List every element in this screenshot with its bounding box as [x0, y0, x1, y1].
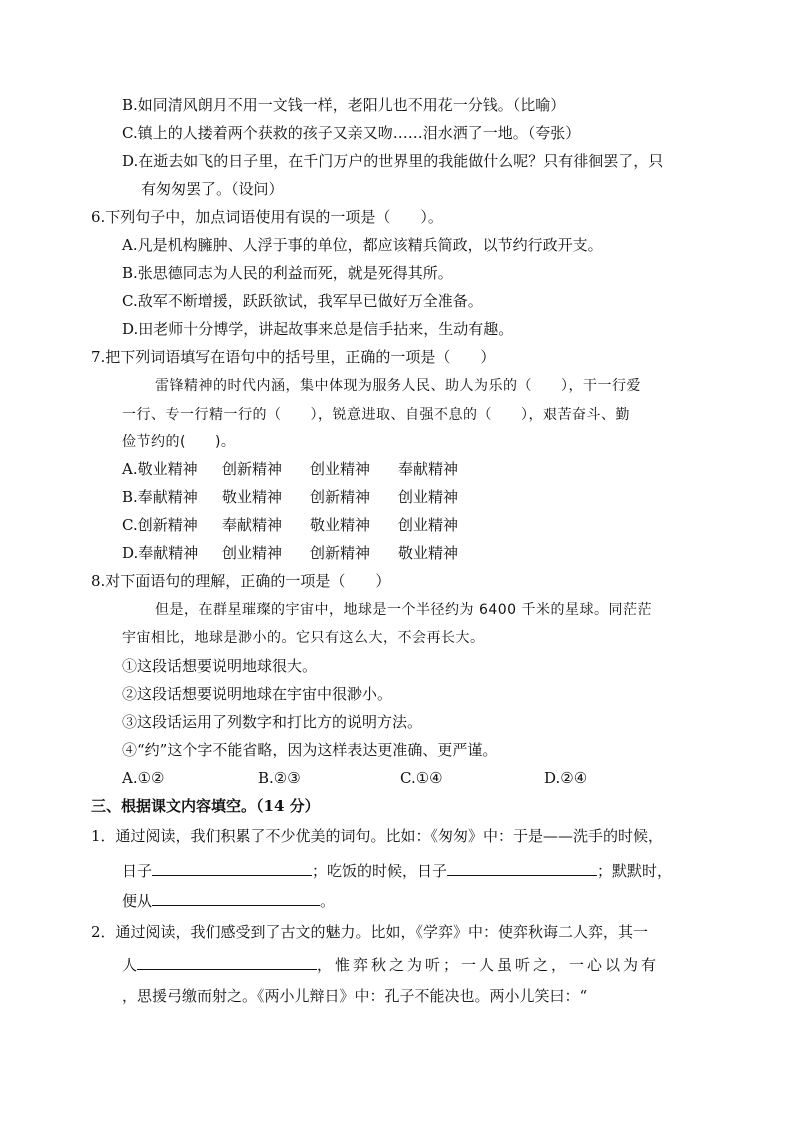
q8-statement-3: ③这段话运用了列数字和打比方的说明方法。 — [122, 713, 423, 731]
q8-option-c: C.①④ — [400, 769, 443, 787]
q7-option-a — [122, 459, 458, 479]
q7-b-word3: 创新精神 — [310, 488, 371, 506]
question-7: 7.把下列词语填写在语句中的括号里，正确的一项是（ ） — [91, 348, 496, 366]
q7-d-word3: 创新精神 — [310, 544, 371, 562]
q7-option-d — [122, 543, 458, 563]
q7-c-word2: 奉献精神 — [222, 516, 283, 534]
q5-option-d-line2: 有匆匆罢了。（设问） — [141, 180, 284, 198]
fill-2-line1: 2．通过阅读，我们感受到了古文的魅力。比如，《学弈》中：使弈秋诲二人弈，其一 — [91, 923, 649, 941]
q6-option-b: B.张思德同志为人民的利益而死，就是死得其所。 — [122, 264, 453, 282]
q7-c-word4: 创业精神 — [398, 516, 459, 534]
question-6: 6.下列句子中，加点词语使用有误的一项是（ ）。 — [91, 208, 443, 226]
fill-1-line2 — [122, 860, 672, 881]
q7-b-word1: B.奉献精神 — [122, 488, 198, 506]
q7-b-word2: 敬业精神 — [222, 488, 283, 506]
fill-2-line3: ，思援弓缴而射之。《两小儿辩日》中：孔子不能决也。两小儿笑曰：“ — [122, 987, 588, 1005]
q7-c-word1: C.创新精神 — [122, 516, 198, 534]
fill-1-label-b: ；吃饭的时候，日子 — [312, 862, 448, 880]
fill-2-line2 — [122, 954, 659, 975]
q8-option-d: D.②④ — [544, 769, 588, 787]
q8-options — [122, 768, 587, 788]
fill-1-period: 。 — [320, 892, 336, 910]
q8-option-b: B.②③ — [258, 769, 301, 787]
section-3-heading: 三、根据课文内容填空。（14 分） — [91, 797, 320, 815]
fill-2-label-a: 人 — [122, 956, 138, 974]
q7-a-word3: 创业精神 — [310, 460, 371, 478]
q8-statement-2: ②这段话想要说明地球在宇宙中很渺小。 — [122, 685, 393, 703]
question-8: 8.对下面语句的理解，正确的一项是（ ） — [91, 572, 391, 590]
q7-c-word3: 敬业精神 — [310, 516, 371, 534]
fill-1-label-d: 便从 — [122, 892, 153, 910]
q7-d-word1: D.奉献精神 — [122, 544, 199, 562]
fill-1-blank-c[interactable] — [152, 890, 320, 906]
q7-a-word1: A.敬业精神 — [122, 460, 198, 478]
q8-passage-line2: 宇宙相比，地球是渺小的。它只有这么大，不会再长大。 — [122, 630, 485, 646]
q7-passage-line3: 俭节约的( )。 — [122, 434, 236, 450]
q7-passage-line1: 雷锋精神的时代内涵，集中体现为服务人民、助人为乐的（ ），干一行爱 — [155, 378, 641, 394]
q8-option-a: A.①② — [122, 769, 165, 787]
q7-d-word4: 敬业精神 — [398, 544, 459, 562]
fill-2-label-b: ，惟弈秋之为听；一人虽听之，一心以为有 — [317, 956, 660, 974]
q5-option-b: B.如同清风朗月不用一文钱一样，老阳儿也不用花一分钱。（比喻） — [122, 96, 566, 114]
fill-1-line1: 1．通过阅读，我们积累了不少优美的词句。比如：《匆匆》中：于是——洗手的时候， — [91, 827, 664, 845]
q7-b-word4: 创业精神 — [398, 488, 459, 506]
fill-1-line3 — [122, 890, 335, 911]
q5-option-d-line1: D.在逝去如飞的日子里，在千门万户的世界里的我能做什么呢？只有徘徊罢了，只 — [122, 152, 664, 170]
q7-option-b — [122, 487, 458, 507]
q6-option-c: C.敌军不断增援，跃跃欲试，我军早已做好万全准备。 — [122, 292, 483, 310]
q6-option-d: D.田老师十分博学，讲起故事来总是信手拈来，生动有趣。 — [122, 320, 514, 338]
fill-1-blank-b[interactable] — [447, 860, 597, 876]
fill-1-label-c: ；默默时， — [597, 862, 673, 880]
q8-passage-line1: 但是，在群星璀璨的宇宙中，地球是一个半径约为 6400 千米的星球。同茫茫 — [155, 602, 653, 618]
q7-option-c — [122, 515, 458, 535]
fill-1-label-a: 日子 — [122, 862, 153, 880]
q7-a-word2: 创新精神 — [222, 460, 283, 478]
q7-passage-line2: 一行、专一行精一行的（ ），锐意进取、自强不息的（ ），艰苦奋斗、勤 — [122, 407, 630, 423]
q7-d-word2: 创业精神 — [222, 544, 283, 562]
fill-2-blank-a[interactable] — [137, 954, 317, 970]
q5-option-c: C.镇上的人搂着两个获救的孩子又亲又吻……泪水洒了一地。（夸张） — [122, 124, 581, 142]
q7-a-word4: 奉献精神 — [398, 460, 459, 478]
fill-1-blank-a[interactable] — [152, 860, 312, 876]
q8-statement-1: ①这段话想要说明地球很大。 — [122, 657, 318, 675]
q8-statement-4: ④“约”这个字不能省略，因为这样表达更准确、更严谨。 — [122, 741, 498, 759]
q6-option-a: A.凡是机构臃肿、人浮于事的单位，都应该精兵简政，以节约行政开支。 — [122, 236, 603, 254]
